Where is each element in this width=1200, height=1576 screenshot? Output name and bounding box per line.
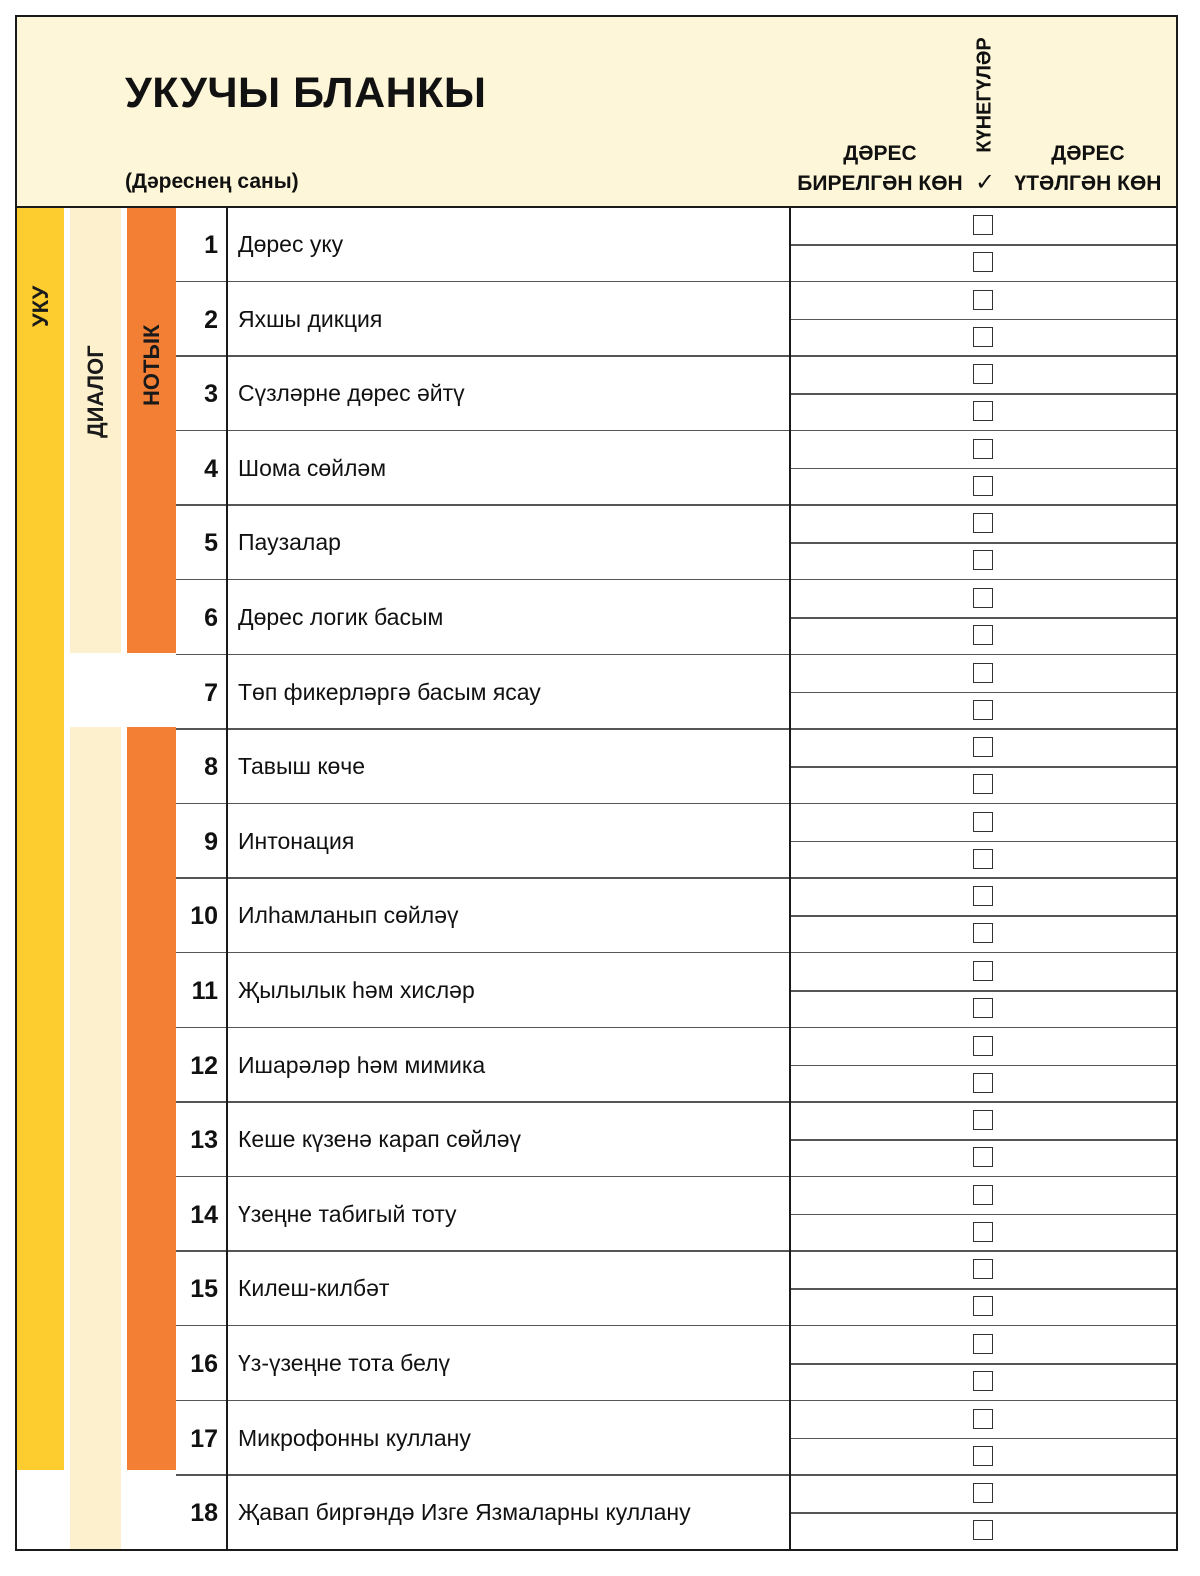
column-divider-number [226,208,228,1551]
column-divider-dates [789,208,791,1551]
row-number: 7 [204,678,218,707]
row-divider-mid [790,766,1178,768]
row-divider-mid [790,841,1178,843]
form-subtitle: (Дәреснең саны) [125,170,299,193]
exercise-checkbox-2[interactable] [973,550,993,570]
column-header-lesson-passed-line2: ҮТӘЛГӘН КӨН [1014,172,1162,195]
row-label: Төп фикерләргә басым ясау [238,678,541,705]
exercise-checkbox-2[interactable] [973,923,993,943]
exercise-checkbox-1[interactable] [973,886,993,906]
row-divider-mid [790,1438,1178,1440]
row-label: Тавыш көче [238,753,366,780]
table-row [176,954,1178,1028]
table-row [176,879,1178,953]
exercise-checkbox-2[interactable] [973,1147,993,1167]
row-divider-mid [790,1363,1178,1365]
row-label: Ишарәләр һәм мимика [238,1051,486,1078]
exercise-checkbox-1[interactable] [973,439,993,459]
exercise-checkbox-1[interactable] [973,1110,993,1130]
exercise-checkbox-1[interactable] [973,1036,993,1056]
row-number: 17 [190,1424,218,1453]
row-divider-mid [790,1065,1178,1067]
exercise-checkbox-1[interactable] [973,737,993,757]
exercise-checkbox-2[interactable] [973,327,993,347]
exercise-checkbox-2[interactable] [973,1520,993,1540]
row-label: Дөрес логик басым [238,604,444,630]
row-label: Интонация [238,827,355,854]
category-band-notyk-2 [127,727,176,1470]
exercise-checkbox-1[interactable] [973,1259,993,1279]
exercise-checkbox-1[interactable] [973,812,993,832]
column-header-lesson-passed [1005,139,1171,199]
exercise-checkbox-1[interactable] [973,1409,993,1429]
row-label: Сүзләрне дөрес әйтү [238,380,465,407]
column-header-lesson-given-line2: БИРЕЛГӘН КӨН [797,172,963,195]
table-row [176,1402,1178,1476]
row-label: Паузалар [238,529,341,556]
row-number: 1 [204,231,218,259]
row-number: 6 [204,604,218,632]
table-row [176,805,1178,879]
exercise-checkbox-2[interactable] [973,252,993,272]
column-header-lesson-passed-line1: ДӘРЕС [1051,142,1125,165]
exercise-checkbox-1[interactable] [973,663,993,683]
row-label: Яхшы дикция [238,305,383,332]
row-label: Үз-үзеңне тота белү [238,1350,451,1376]
table-row [176,1327,1178,1401]
exercise-checkbox-2[interactable] [973,1446,993,1466]
row-label: Килеш-килбәт [238,1275,390,1302]
table-row [176,730,1178,804]
table-row [176,283,1178,357]
exercise-checkbox-1[interactable] [973,961,993,981]
row-label: Җылылык һәм хисләр [238,977,475,1003]
exercise-checkbox-1[interactable] [973,364,993,384]
category-label-uku: УКУ [27,285,53,327]
table-row [176,506,1178,580]
form-title: УКУЧЫ БЛАНКЫ [125,69,487,117]
exercise-checkbox-1[interactable] [973,215,993,235]
exercise-checkbox-2[interactable] [973,401,993,421]
row-label: Дөрес уку [238,231,344,257]
column-header-lesson-given-line1: ДӘРЕС [843,142,917,165]
row-divider-mid [790,1214,1178,1216]
column-header-exercises [969,27,1001,163]
exercise-checkbox-2[interactable] [973,476,993,496]
column-header-lesson-given [787,139,973,199]
row-divider-mid [790,692,1178,694]
row-divider-mid [790,542,1178,544]
row-label: Кеше күзенә карап сөйләү [238,1126,521,1153]
table-row [176,656,1178,730]
row-divider-mid [790,1139,1178,1141]
row-number: 10 [190,902,218,931]
table-row [176,1476,1178,1550]
exercise-checkbox-1[interactable] [973,1334,993,1354]
exercise-checkbox-2[interactable] [973,774,993,794]
table-row [176,1252,1178,1326]
row-divider-mid [790,1288,1178,1290]
row-number: 16 [190,1350,218,1378]
table-row [176,357,1178,431]
exercise-checkbox-1[interactable] [973,1483,993,1503]
row-divider-mid [790,244,1178,246]
table-row [176,1178,1178,1252]
table-row [176,432,1178,506]
row-number: 8 [204,753,218,782]
row-number: 11 [191,977,218,1005]
category-band-dialog-2 [70,727,121,1551]
exercise-checkbox-2[interactable] [973,625,993,645]
checkmark-icon: ✓ [975,169,996,196]
exercise-checkbox-2[interactable] [973,1222,993,1242]
row-number: 5 [204,529,218,558]
category-label-notyk: НОТЫК [138,324,164,406]
row-number: 12 [190,1051,218,1080]
exercise-checkbox-2[interactable] [973,998,993,1018]
student-form [15,15,1178,1551]
row-number: 9 [204,827,218,856]
row-divider-mid [790,617,1178,619]
table-row [176,1103,1178,1177]
row-number: 3 [204,380,218,409]
row-divider-mid [790,915,1178,917]
table-row [176,208,1178,282]
exercise-checkbox-2[interactable] [973,1073,993,1093]
row-label: Илһамланып сөйләү [238,902,459,929]
row-number: 13 [190,1126,218,1155]
exercise-checkbox-1[interactable] [973,290,993,310]
exercise-checkbox-2[interactable] [973,1296,993,1316]
row-divider-mid [790,468,1178,470]
row-divider-mid [790,319,1178,321]
row-number: 2 [204,305,218,334]
row-number: 4 [204,454,218,483]
row-number: 15 [190,1275,218,1304]
row-label: Микрофонны куллану [238,1424,471,1451]
exercise-checkbox-1[interactable] [973,1185,993,1205]
exercise-checkbox-2[interactable] [973,1371,993,1391]
table-row [176,581,1178,655]
form-header [17,17,1176,208]
row-label: Үзеңне табигый тоту [238,1200,457,1227]
category-label-dialog: ДИАЛОГ [82,345,108,438]
exercise-checkbox-1[interactable] [973,513,993,533]
row-divider-mid [790,990,1178,992]
exercise-checkbox-2[interactable] [973,700,993,720]
row-divider-mid [790,1512,1178,1514]
category-band-uku [17,208,64,1470]
exercise-checkbox-1[interactable] [973,588,993,608]
category-band-dialog-1 [70,208,121,653]
row-divider-mid [790,393,1178,395]
table-row [176,1029,1178,1103]
category-band-notyk-1 [127,208,176,653]
exercise-checkbox-2[interactable] [973,849,993,869]
column-header-exercises-text: КҮНЕГҮЛӘР [973,37,996,153]
row-number: 14 [190,1200,218,1229]
row-label: Шома сөйләм [238,454,387,481]
row-label: Җавап биргәндә Изге Язмаларны куллану [238,1499,691,1526]
row-number: 18 [190,1499,218,1528]
